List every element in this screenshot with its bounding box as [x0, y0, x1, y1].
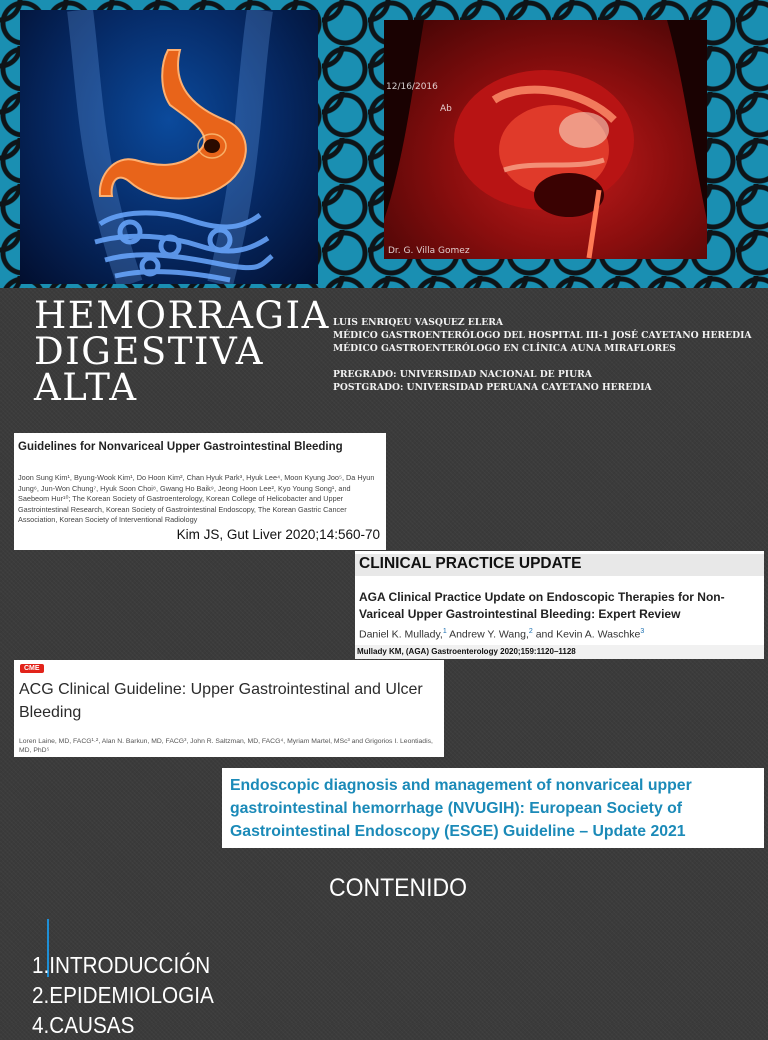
endoscopy-date: 12/16/2016 — [386, 82, 438, 92]
author-pregrado: PREGRADO: UNIVERSIDAD NACIONAL DE PIURA — [333, 369, 592, 380]
header-banner — [0, 0, 768, 288]
author-2: Andrew Y. Wang, — [449, 628, 529, 641]
reference-title: AGA Clinical Practice Update on Endoscopic Therapies for Non-Variceal Upper Gastrointestinal Bleeding: Expert Review — [359, 590, 725, 621]
reference-authors: Loren Laine, MD, FACG¹·², Alan N. Barkun, MD, FACG³, John R. Saltzman, MD, FACG⁴, Myriam Martel, MSc³ and Grigorios I. Leontiadis, MD, PhD⁵ — [19, 738, 433, 754]
author-1-affiliation: 1 — [442, 628, 447, 635]
cme-badge: CME — [20, 664, 44, 673]
author-name: LUIS ENRIQEU VASQUEZ ELERA — [333, 317, 503, 328]
reference-title: Guidelines for Nonvariceal Upper Gastrointestinal Bleeding — [18, 441, 343, 453]
title-line-3: ALTA — [34, 366, 138, 409]
reference-citation: Kim JS, Gut Liver 2020;14:560-70 — [176, 527, 380, 542]
reference-esge-guideline — [222, 768, 764, 848]
reference-citation: Mullady KM, (AGA) Gastroenterology 2020;159:1120–1128 — [355, 645, 764, 659]
reference-title: Endoscopic diagnosis and management of nonvariceal upper gastrointestinal hemorrhage (NVUGIH): European Society of Gastrointestinal Endoscopy (ESGE) Guideline – Update 2021 — [230, 777, 692, 840]
endoscopy-image — [384, 20, 707, 259]
reference-header: CLINICAL PRACTICE UPDATE — [359, 555, 582, 572]
author-info — [333, 316, 763, 394]
reference-aga-update — [355, 551, 764, 659]
reference-authors: Joon Sung Kim¹, Byung-Wook Kim¹, Do Hoon Kim², Chan Hyuk Park³, Hyuk Lee⁴, Moon Kyung Joo⁵, Da Hyun Jung⁶, Jun-Won Chung⁷, Hyuk Soon Choi⁸, Gwang Ho Baik⁹, Jeong Hoon Lee², Kyo Young Song¹, and Saebeom Hur¹⁰; The Korean Society of Gastroenterology, Korean College of Helicobacter and Upper Gastrointestinal Research, Korean Society of Gastrointestinal Endoscopy, The Korean Gastric Cancer Association, Korean Society of Interventional Radiology — [18, 473, 375, 524]
contents-item: 2.EPIDEMIOLOGIA — [32, 982, 214, 1008]
contents-list — [32, 950, 234, 1040]
author-1: Daniel K. Mullady, — [359, 628, 443, 641]
author-2-affiliation: 2 — [528, 628, 533, 635]
contents-item: 4.CAUSAS — [32, 1012, 135, 1038]
author-postgrado: POSTGRADO: UNIVERSIDAD PERUANA CAYETANO HEREDIA — [333, 382, 652, 393]
reference-title: ACG Clinical Guideline: Upper Gastrointestinal and Ulcer Bleeding — [19, 681, 423, 721]
contenido-heading: CONTENIDO — [329, 874, 467, 902]
author-3-affiliation: 3 — [640, 628, 645, 635]
reference-korean-guideline — [14, 433, 386, 550]
title-line-1: HEMORRAGIA — [34, 294, 330, 337]
page-title — [34, 294, 330, 409]
reference-acg-guideline — [14, 660, 444, 757]
author-3: and Kevin A. Waschke — [535, 628, 641, 641]
reference-authors — [359, 628, 644, 641]
contents-item: 1.INTRODUCCIÓN — [32, 952, 211, 978]
author-role-1: MÉDICO GASTROENTERÓLOGO DEL HOSPITAL III-1 JOSÉ CAYETANO HEREDIA — [333, 330, 752, 341]
endoscopy-credit: Dr. G. Villa Gomez — [388, 246, 470, 256]
endoscopy-label: Ab — [440, 104, 452, 114]
author-role-2: MÉDICO GASTROENTERÓLOGO EN CLÍNICA AUNA MIRAFLORES — [333, 343, 676, 354]
stomach-anatomy-image — [20, 10, 318, 284]
title-line-2: DIGESTIVA — [34, 330, 264, 373]
